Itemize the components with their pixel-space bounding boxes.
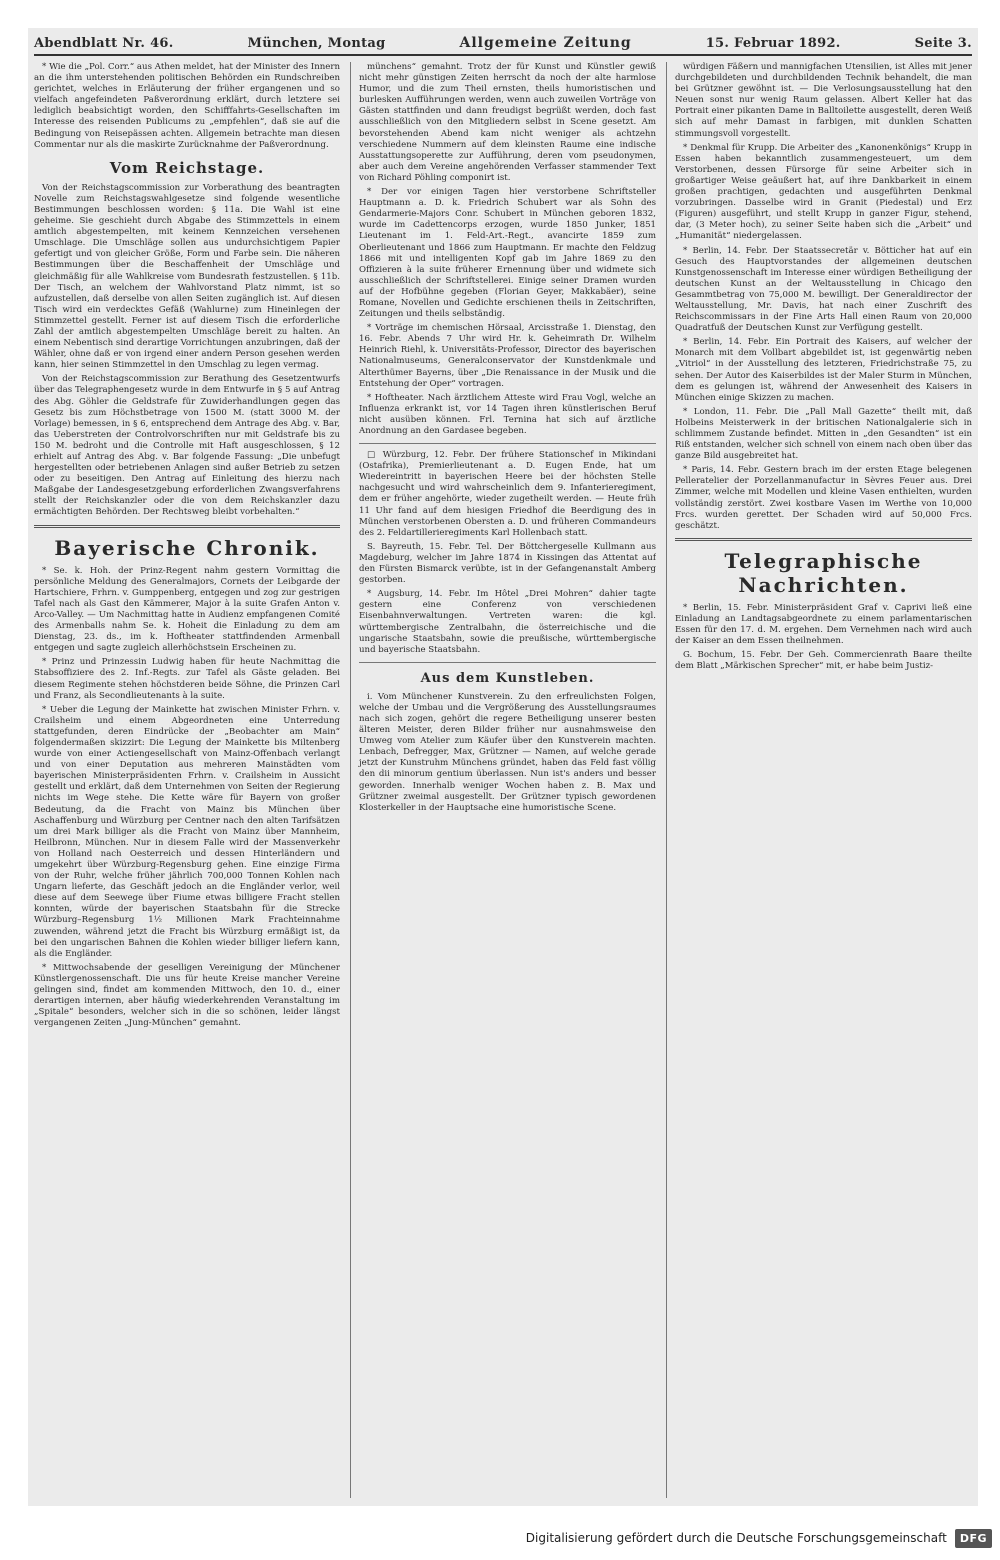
article-paragraph: * Wie die „Pol. Corr.“ aus Athen meldet, hat der Minister des Innern an die ihm unterstehenden politischen Behörden ein Rundschreiben gerichtet, welches in Erläuterung der früher ergangenen und so vielfach angefeindeten Paßverordnung erklärt, durch letztere sei lediglich beabsichtigt worden, den Schifffahrts-Gesellschaften im Interesse des reisenden Publicums zu „empfehlen“, daß sie auf die Bedingung von Reisepässen achten. Allgemein betrachte man diesen Commentar nur als die maskirte Zurücknahme der Paßverordnung. — [34, 62, 340, 150]
column-1 — [34, 62, 340, 1498]
section-heading: Vom Reichstage. — [109, 158, 265, 177]
page-header — [34, 32, 972, 56]
article-paragraph: * Berlin, 14. Febr. Der Staatssecretär v. Bötticher hat auf ein Gesuch des Hauptvorstandes der allgemeinen deutschen Kunstgenossenschaft im Interesse einer würdigen Betheiligung der deutschen Kunst an der Weltausstellung in Chicago den Gesammtbetrag von 75,000 M. bewilligt. Der Generaldirector der Weltausstellung, Mr. Davis, hat nach einer Zuschrift des Reichscommissars in der Fine Arts Hall einen Raum von 20,000 Quadratfuß der Deutschen Kunst zur Verfügung gestellt. — [675, 245, 972, 334]
article-paragraph: S. Bayreuth, 15. Febr. Tel. Der Böttchergeselle Kullmann aus Magdeburg, welcher im Jahre 1874 in Kissingen das Attentat auf den Fürsten Bismarck verübte, ist in der Gefangenanstalt Amberg gestorben. — [359, 541, 656, 586]
section-heading: Bayerische Chronik. — [54, 535, 320, 560]
article-paragraph: Von der Reichstagscommission zur Vorberathung des beantragten Novelle zum Reichstagswahlgesetze sind folgende wesentliche Bestimmungen beschlossen worden: § 11a. Die Wahl ist eine geheime. Sie geschieht durch Abgabe des Stimmzettels in einem amtlich abgestempelten, mit keinem Kennzeichen versehenen Umschlage. Die Umschläge sollen aus undurchsichtigem Papier gefertigt und von gleicher Größe, Form und Farbe sein. Die näheren Bestimmungen über die Beschaffenheit der Umschläge und gleichmäßig für alle Wahlkreise vom Bundesrath festzustellen. § 11b. Der Tisch, an welchem der Wahlvorstand Platz nimmt, ist so aufzustellen, daß derselbe von allen Seiten zugänglich ist. Auf diesen Tisch wird ein verdecktes Gefäß (Wahlurne) zum Hineinlegen der Stimmzettel gestellt. Ferner ist auf diesem Tisch die erforderliche Zahl der amtlich abgestempelten Umschläge bereit zu halten. An einem Nebentisch sind derartige Vorrichtungen anzubringen, daß der Wähler, ohne daß er von irgend einer andern Person gesehen werden kann, hier seinen Stimmzettel in den Umschlag zu legen vermag. — [34, 182, 340, 371]
header-issue: Abendblatt Nr. 46. — [34, 35, 174, 51]
article-paragraph: * Se. k. Hoh. der Prinz-Regent nahm gestern Vormittag die persönliche Meldung des Generalmajors, Cornets der Leibgarde der Hartschiere, Frhrn. v. Gumppenberg, entgegen und zog zur gestrigen Tafel nach als Gast den Kämmerer, Major à la suite Grafen Anton v. Arco-Valley. — Um Nachmittag hatte in Audienz empfangenen Comité des Armenballs nahm Se. k. Hoheit die Einladung zu dem am Dienstag, 23. ds., im k. Hoftheater stattfindenden Armenball entgegen und sagte zugleich allerhöchstsein Erscheinen zu. — [34, 565, 340, 654]
newspaper-title: Allgemeine Zeitung — [459, 35, 632, 51]
article-paragraph: * Ueber die Legung der Mainkette hat zwischen Minister Frhrn. v. Crailsheim und einem Abgeordneten eine Unterredung stattgefunden, deren Eindrücke der „Beobachter am Main“ folgendermaßen skizzirt: Die Legung der Mainkette bis Miltenberg wurde von einer Actiengesellschaft von Mainz-Offenbach verlangt und von einer Deputation aus mehreren Mainstädten vom bayerischen Ministerpräsidenten Frhrn. v. Crailsheim in Aussicht gestellt und erklärt, daß dem Unternehmen von Seiten der Regierung nichts im Wege stehe. Die Kette wäre für Bayern von großer Bedeutung, da die Fracht von Mainz bis München über Aschaffenburg und Würzburg per Centner nach den alten Tarifsätzen um drei Mark billiger als die Fracht von Mainz über Mannheim, Heilbronn, München. Nur in diesem Falle wird der Massenverkehr von Holland nach Oesterreich und dessen Hinterländern und umgekehrt über Würzburg-Regensburg gehen. Eine einzige Firma von der Ruhr, welche früher jährlich 700,000 Tonnen Kohlen nach Ungarn lieferte, das Geschäft jedoch an die Engländer verlor, weil diese auf dem Seewege über Fiume etwas billigere Fracht stellen konnten, würde der bayerischen Staatsbahn für die Strecke Würzburg–Regensburg 1½ Millionen Mark Frachteinnahme zuwenden, während jetzt die Fracht bis Würzburg ermäßigt ist, da bei den ungarischen Bahnen die Kohlen wieder billiger liefern kann, als die Engländer. — [34, 704, 340, 959]
section-heading: Telegraphische Nachrichten. — [724, 548, 923, 597]
article-columns — [34, 62, 972, 1498]
newspaper-page — [28, 28, 978, 1506]
article-paragraph: * Vorträge im chemischen Hörsaal, Arcisstraße 1. Dienstag, den 16. Febr. Abends 7 Uhr wird Hr. k. Geheimrath Dr. Wilhelm Heinrich Riehl, k. Universitäts-Professor, Director des bayerischen Nationalmuseums, Generalconservator der Kunstdenkmale und Alterthümer Bayerns, über „Die Renaissance in der Musik und die Entstehung der Oper“ vortragen. — [359, 323, 656, 389]
article-paragraph: □ Würzburg, 12. Febr. Der frühere Stationschef in Mikindani (Ostafrika), Premierlieutenant a. D. Eugen Ende, hat um Wiedereintritt in bayerischen Heere bei der höchsten Stelle nachgesucht und wird wahrscheinlich dem 9. Infanterieregiment, dem er früher angehörte, wieder zugetheilt werden. — Heute früh 11 Uhr fand auf dem hiesigen Friedhof die Beerdigung des in München verstorbenen Obersten a. D. und früheren Commandeurs des 2. Feldartillerieregiments Karl Hollenbach statt. — [359, 450, 656, 538]
dfg-logo: DFG — [955, 1529, 992, 1548]
footer-credit: Digitalisierung gefördert durch die Deutsche Forschungsgemeinschaft — [525, 1531, 947, 1545]
section-heading: Aus dem Kunstleben. — [420, 670, 595, 686]
article-paragraph: würdigen Fäßern und mannigfachen Utensilien, ist Alles mit jener durchgebildeten und durchbildenden Technik behandelt, die man bei Grützner gewöhnt ist. — Die Verlosungsausstellung hat den Neuen sonst nur wenig Raum gelassen. Albert Keller hat das Portrait einer pikanten Dame in Balltoilette ausgestellt, deren Weiß sich auf mehr Damast in farbigen, mit dunklen Schatten stimmungsvoll vorgestellt. — [675, 62, 972, 139]
section-divider — [359, 662, 656, 663]
article-paragraph: * Berlin, 15. Febr. Ministerpräsident Graf v. Caprivi ließ eine Einladung an Landtagsabgeordnete zu einem parlamentarischen Essen für den 17. d. M. ergehen. Dem Vernehmen nach wird auch der Kaiser an dem Essen theilnehmen. — [675, 602, 972, 647]
article-paragraph: * Prinz und Prinzessin Ludwig haben für heute Nachmittag die Stabsoffiziere des 2. Inf.-Regts. zur Tafel als Gäste geladen. Bei diesem Regimente stehen höchstderen beide Söhne, die Prinzen Carl und Franz, als Secondlieutenants à la suite. — [34, 657, 340, 701]
header-page-number: Seite 3. — [914, 35, 972, 51]
section-divider — [359, 443, 656, 444]
article-paragraph: * Mittwochsabende der geselligen Vereinigung der Münchener Künstlergenossenschaft. Die uns für heute Kreise mancher Vereine gelingen sind, findet am kommenden Mittwoch, den 10. d., einer derartigen internen, aber häufig wiederkehrenden Veranstaltung im „Spitale“ besonders, welcher sich in die so schönen, leider längst vergangenen Zeiten „Jung-München“ gemahnt. — [34, 962, 340, 1029]
article-paragraph: * Augsburg, 14. Febr. Im Hôtel „Drei Mohren“ dahier tagte gestern eine Conferenz von verschiedenen Eisenbahnverwaltungen. Vertreten waren: die kgl. württembergische Zentralbahn, die österreichische und die ungarische Staatsbahn, sowie die preußische, württembergische und bayerische Staatsbahn. — [359, 589, 656, 655]
article-paragraph: * Berlin, 14. Febr. Ein Portrait des Kaisers, auf welcher der Monarch mit dem Vollbart abgebildet ist, ist gegenwärtig neben „Vitriol“ in der Ausstellung des letzteren, Friedrichstraße 75, zu sehen. Der Autor des Kaiserbildes ist der Maler Sturm in München, dem es gelungen ist, während der Anwesenheit des Kaisers in München einige Skizzen zu machen. — [675, 337, 972, 403]
header-date: 15. Februar 1892. — [705, 35, 841, 51]
section-divider — [675, 538, 972, 541]
section-divider — [34, 525, 340, 528]
article-paragraph: * Paris, 14. Febr. Gestern brach im der ersten Etage belegenen Pelleratelier der Porzellanmanufactur in Sèvres Feuer aus. Drei Zimmer, welche mit Modellen und kleine Vasen enthielten, wurden vollständig zerstört. Zwei kostbare Vasen im Werthe von 10,000 Frcs. wurden gerettet. Der Schaden wird auf 50,000 Frcs. geschätzt. — [675, 465, 972, 531]
column-3 — [666, 62, 972, 1498]
digitization-footer — [526, 1524, 992, 1552]
article-paragraph: * Hoftheater. Nach ärztlichem Atteste wird Frau Vogl, welche an Influenza erkrankt ist, vor 14 Tagen ihren künstlerischen Beruf nicht ausüben können. Frl. Ternina hat sich auf ärztliche Anordnung an den Gardasee begeben. — [359, 392, 656, 436]
article-paragraph: G. Bochum, 15. Febr. Der Geh. Commercienrath Baare theilte dem Blatt „Märkischen Sprecher“ mit, er habe beim Justiz- — [675, 650, 972, 672]
article-paragraph: Von der Reichstagscommission zur Berathung des Gesetzentwurfs über das Telegraphengesetz wurde in dem Entwurfe in § 5 auf Antrag des Abg. Göhler die Geldstrafe für Zuwiderhandlungen gegen das Gesetz bis zum Höchstbetrage von 1500 M. (statt 3000 M. der Vorlage) bemessen, in § 6, entsprechend dem Antrage des Abg. v. Bar, das Ueberstreten der Controlvorschriften nur mit Geldstrafe bis zu 150 M. bedroht und die Controlle mit Haft ausgeschlossen, § 12 erhielt auf Antrag des Abg. v. Bar folgende Fassung: „Die unbefugt hergestellten oder betriebenen Anlagen sind außer Betrieb zu setzen oder zu beseitigen. Den Antrag auf Einleitung des hierzu nach Maßgabe der Landesgesetzgebung erforderlichen Zwangsverfahrens stellt der Reichskanzler oder die von dem Reichskanzler dazu ermächtigten Behörden. Der Rechtsweg bleibt vorbehalten.“ — [34, 374, 340, 518]
article-paragraph: münchens“ gemahnt. Trotz der für Kunst und Künstler gewiß nicht mehr günstigen Zeiten herrscht da noch der alte harmlose Humor, und die zum Theil ernsten, theils humoristischen und burlesken Aufführungen werden, wenn auch zuweilen Vorträge von Gästen stattfinden und dann freudigst begrüßt werden, doch fast ausschließlich von den Mitgliedern selbst in Scene gesetzt. Am bevorstehenden Abend kam nicht weniger als achtzehn verschiedene Nummern auf dem kleinsten Raume eine indische Ausstattungsoperette zur Aufführung, deren vom pseudonymen, aber auch dem Vereine angehörenden Verfasser stammender Text von Richard Pöhling componirt ist. — [359, 62, 656, 183]
article-paragraph: * Denkmal für Krupp. Die Arbeiter des „Kanonenkönigs“ Krupp in Essen haben bekanntlich zusammengesteuert, um dem Verstorbenen, dessen Fürsorge für seine Arbeiter sich in großartiger Weise geäußert hat, auf ihre Dankbarkeit in einem großen prachtigen, gedachten und ausgeführten Denkmal vorzubringen. Dasselbe wird in Granit (Piedestal) und Erz (Figuren) ausgeführt, und stellt Krupp in ganzer Figur, stehend, dar, (3 Meter hoch), zu seiner Seite haben sich die „Arbeit“ und „Humanität“ niedergelassen. — [675, 142, 972, 242]
article-paragraph: * London, 11. Febr. Die „Pall Mall Gazette“ theilt mit, daß Holbeins Meisterwerk in der britischen Nationalgalerie sich in schlimmem Zustande befindet. Mitten in „den Gesandten“ ist ein Riß entstanden, welcher sich schnell von einem nach oben über das ganze Bild ausgebreitet hat. — [675, 406, 972, 462]
header-city-day: München, Montag — [247, 35, 386, 51]
article-paragraph: i. Vom Münchener Kunstverein. Zu den erfreulichsten Folgen, welche der Umbau und die Vergrößerung des Ausstellungsraumes nach sich zogen, gehört die regere Betheiligung unserer besten älteren Meister, deren Bilder früher nur ausnahmsweise den Umweg vom Atelier zum Käufer über den Kunstverein machten. Lenbach, Defregger, Max, Grützner — Namen, auf welche gerade jetzt der Kunstruhm Münchens gründet, haben das Feld fast völlig den dii minorum gentium überlassen. Nun ist's anders und besser geworden. Innerhalb weniger Wochen haben z. B. Max und Grützner zweimal ausgestellt. Der Grützner typisch gewordenen Klosterkeller in der Hauptsache eine humoristische Scene. — [359, 691, 656, 813]
article-paragraph: * Der vor einigen Tagen hier verstorbene Schriftsteller Hauptmann a. D. k. Friedrich Schubert war als Sohn des Gendarmerie-Majors Conr. Schubert in München geboren 1832, wurde im Cadettencorps erzogen, wurde 1850 Junker, 1851 Lieutenant im 1. Feld-Art.-Regt., avancirte 1859 zum Oberlieutenant und 1866 zum Hauptmann. Er machte den Feldzug 1866 mit und intelligenten Kopf gab im Jahre 1869 zu den Offizieren à la suite früherer Ernennung über und widmete sich ausschließlich der Schriftstellerei. Einige seiner Dramen wurden auf der Hofbühne gegeben (Florian Geyer, Makkabäer), seine Romane, Novellen und Gedichte erschienen theils in Zeitschriften, Zeitungen und theils selbständig. — [359, 187, 656, 320]
column-2 — [350, 62, 656, 1498]
